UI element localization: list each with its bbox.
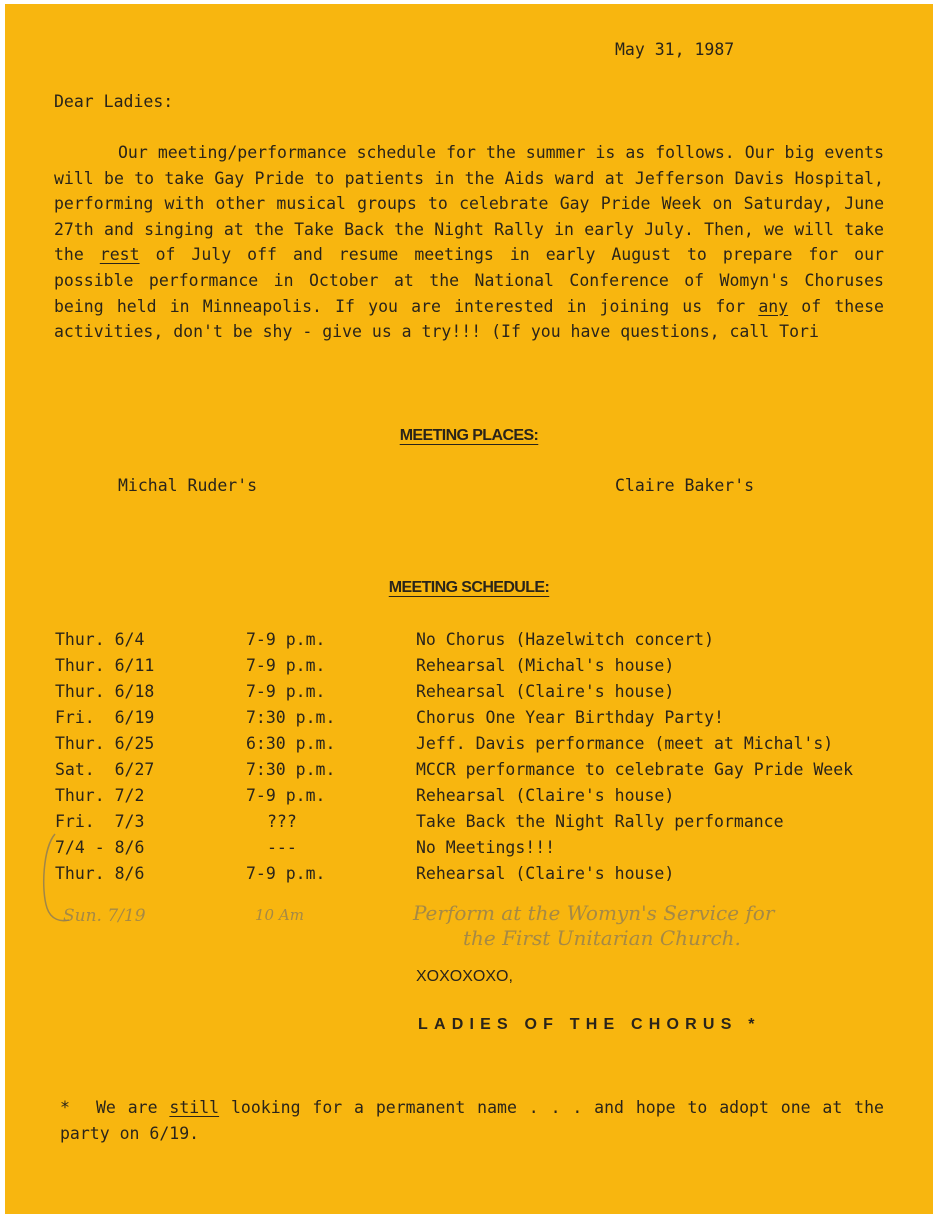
intro-text-2: of July off and resume meetings in early August to prepare for our possible performance in October at the National Conference of Womyn's Choruses being held in Minneapolis. If you are interested in joining us for [54, 245, 884, 316]
handwritten-event-line1: Perform at the Womyn's Service for [413, 901, 775, 925]
schedule-date: Thur. 6/11 [55, 656, 155, 675]
footnote-text-1: We are [96, 1098, 158, 1117]
schedule-date: Fri. 7/3 [55, 812, 145, 831]
meeting-places-heading: MEETING PLACES: [399, 427, 539, 444]
handwritten-event-line2: the First Unitarian Church. [463, 926, 741, 950]
schedule-row [5, 760, 933, 786]
handwritten-time: 10 Am [255, 906, 304, 924]
schedule-row [5, 838, 933, 864]
schedule-date: 7/4 - 8/6 [55, 838, 145, 857]
schedule-time: 7:30 p.m. [246, 760, 336, 779]
schedule-row [5, 682, 933, 708]
intro-paragraph [54, 140, 884, 345]
footnote-text-2: looking for a permanent name . . . and hope to adopt one at the party on 6/19. [60, 1098, 884, 1143]
schedule-date: Sat. 6/27 [55, 760, 155, 779]
schedule-row [5, 630, 933, 656]
meeting-place-left: Michal Ruder's [118, 476, 258, 495]
schedule-time: 7-9 p.m. [246, 786, 326, 805]
schedule-event: No Chorus (Hazelwitch concert) [416, 630, 715, 649]
footnote-star: * [60, 1098, 70, 1117]
emphasis-rest: rest [99, 245, 140, 265]
schedule-event: Rehearsal (Claire's house) [416, 786, 675, 805]
footnote [60, 1095, 884, 1147]
schedule-time: ??? [267, 812, 297, 831]
handwritten-date: Sun. 7/19 [63, 906, 146, 926]
schedule-date: Thur. 6/4 [55, 630, 145, 649]
schedule-date: Fri. 6/19 [55, 708, 155, 727]
intro-text-3: of these activities, don't be shy - give us a try!!! (If you have questions, call Tori [54, 296, 884, 342]
schedule-event: Chorus One Year Birthday Party! [416, 708, 724, 727]
letter-page [5, 4, 933, 1214]
schedule-event: Take Back the Night Rally performance [416, 812, 784, 831]
schedule-event: Rehearsal (Claire's house) [416, 864, 675, 883]
schedule-row [5, 708, 933, 734]
schedule-time: 7-9 p.m. [246, 864, 326, 883]
greeting: Dear Ladies: [54, 92, 174, 111]
schedule-event: MCCR performance to celebrate Gay Pride Week [416, 760, 854, 779]
schedule-date: Thur. 6/18 [55, 682, 155, 701]
schedule-row [5, 656, 933, 682]
schedule-time: 7-9 p.m. [246, 682, 326, 701]
schedule-time: --- [267, 838, 297, 857]
schedule-time: 6:30 p.m. [246, 734, 336, 753]
schedule-date: Thur. 7/2 [55, 786, 145, 805]
schedule-row [5, 864, 933, 890]
schedule-date: Thur. 6/25 [55, 734, 155, 753]
schedule-row [5, 812, 933, 838]
schedule-event: Jeff. Davis performance (meet at Michal's) [416, 734, 834, 753]
schedule-row [5, 786, 933, 812]
schedule-time: 7-9 p.m. [246, 630, 326, 649]
schedule-event: No Meetings!!! [416, 838, 556, 857]
schedule-event: Rehearsal (Michal's house) [416, 656, 675, 675]
emphasis-any: any [758, 296, 789, 316]
signoff: XOXOXOXO, [416, 968, 513, 985]
schedule-time: 7-9 p.m. [246, 656, 326, 675]
schedule-event: Rehearsal (Claire's house) [416, 682, 675, 701]
emphasis-still: still [169, 1098, 220, 1117]
letter-date: May 31, 1987 [615, 40, 735, 59]
signature: LADIES OF THE CHORUS * [418, 1016, 761, 1033]
meeting-schedule-heading: MEETING SCHEDULE: [388, 579, 550, 596]
schedule-time: 7:30 p.m. [246, 708, 336, 727]
schedule-date: Thur. 8/6 [55, 864, 145, 883]
schedule-row [5, 734, 933, 760]
meeting-place-right: Claire Baker's [615, 476, 755, 495]
intro-text-1: Our meeting/performance schedule for the summer is as follows. Our big events will be to take Gay Pride to patients in the Aids ward at Jefferson Davis Hospital, performing with other musical groups to celebrate Gay Pride Week on Saturday, June 27th and singing at the Take Back the Night Rally in early July. Then, we will take the [54, 143, 884, 265]
